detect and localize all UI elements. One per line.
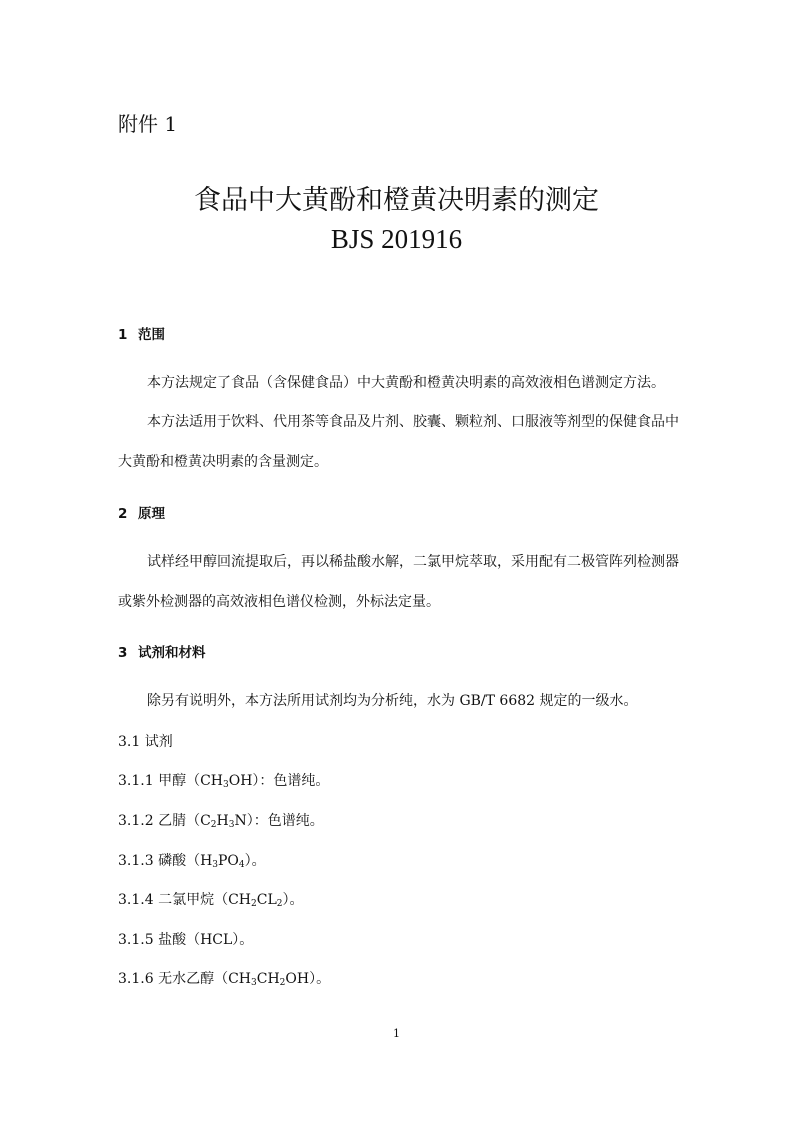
section-title: 原理 [138, 506, 165, 522]
section-heading-scope [118, 323, 165, 343]
reagent-item: 3.1.5 盐酸（HCL）。 [118, 932, 254, 948]
section-number: 3 [118, 645, 128, 661]
reagent-item: 3.1.2 乙腈$(C_2H_3N)$：色谱纯。 [118, 813, 324, 830]
section-title: 范围 [138, 327, 165, 343]
document-title: 食品中大黄酚和橙黄决明素的测定 [194, 185, 599, 216]
paragraph: 本方法适用于饮料、代用茶等食品及片剂、胶囊、颗粒剂、口服液等剂型的保健食品中 [147, 414, 679, 430]
paragraph: 本方法规定了食品（含保健食品）中大黄酚和橙黄决明素的高效液相色谱测定方法。 [147, 375, 665, 391]
paragraph: 试样经甲醇回流提取后，再以稀盐酸水解，二氯甲烷萃取，采用配有二极管阵列检测器 [147, 554, 679, 570]
paragraph: 除另有说明外，本方法所用试剂均为分析纯，水为 GB/T 6682 规定的一级水。 [147, 693, 638, 709]
reagent-item: 3.1.6 无水乙醇$(CH_3CH_2OH)$。 [118, 971, 331, 988]
section-number: 2 [118, 506, 128, 522]
paragraph: 大黄酚和橙黄决明素的含量测定。 [118, 454, 328, 470]
page-number: 1 [393, 1027, 400, 1040]
section-title: 试剂和材料 [138, 645, 206, 661]
reagent-item: 3.1.3 磷酸$(H_3PO_4)$。 [118, 853, 266, 870]
paragraph: 或紫外检测器的高效液相色谱仪检测，外标法定量。 [118, 594, 440, 610]
reagent-item: 3.1.1 甲醇$(CH_3OH)$：色谱纯。 [118, 773, 330, 790]
section-heading-reagents [118, 641, 206, 661]
reagent-item: 3.1.4 二氯甲烷$(CH_2CL_2)$。 [118, 892, 304, 909]
attachment-label: 附件 1 [118, 112, 178, 136]
section-number: 1 [118, 327, 128, 343]
standard-code: BJS 201916 [330, 224, 463, 254]
section-heading-principle [118, 502, 165, 522]
subsection-heading: 3.1 试剂 [118, 734, 173, 750]
